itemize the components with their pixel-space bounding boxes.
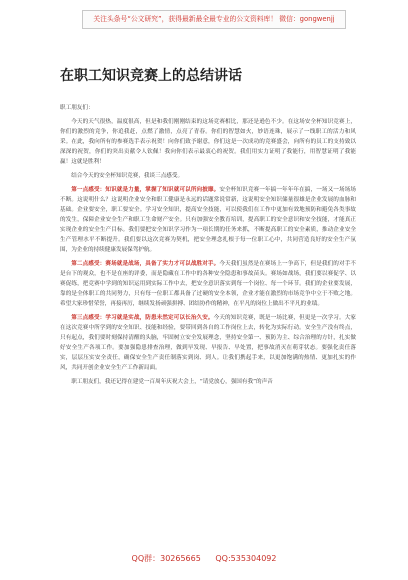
contact-footer — [0, 553, 408, 565]
paragraph-text: 今天的知识竞赛，既是一场比赛，但更是一次学习。大家在这次竞赛中所学到的安全知识、技能和经验，要带回到各自的工作岗位上去，转化为实际行动。安全生产没有终点，只有起点，我们要时刻保持清醒的头脑，牢固树立安全发展理念，坚持安全第一、预防为主、综合治理的方针，扎实做好安全生产各项工作。要加强隐患排查治理，做到早发现、早报告、早处置，把事故消灭在萌芽状态。要强化责任落实，层层压实安全责任，确保安全生产责任制落实到岗、到人。让我们携起手来，以更加饱满的热情、更加扎实的作风，共同开创企业安全生产工作新局面。 — [60, 315, 356, 371]
paragraph-lead: 第二点感受：赛场就是战场，具备了实力才可以战胜对手。 — [71, 261, 220, 267]
paragraph-closing — [60, 377, 356, 387]
paragraph-text: 职工朋友们，我还记得在建党一百周年庆祝大会上，“请党放心，强国有我”的声音 — [71, 379, 273, 385]
page-title: 在职工知识竞赛上的总结讲话 — [60, 68, 242, 84]
promo-banner: 关注头条号“公文研究”，获得最新最全最专业的公文资料库！ 微信：gongwenjj — [82, 10, 346, 29]
paragraph-point-2 — [60, 259, 356, 309]
qq-group-text: QQ群：30265665 — [131, 554, 201, 563]
paragraph-text: 结合今天的安全杯知识竞赛，我谈三点感受。 — [71, 173, 184, 179]
paragraph-lead: 第一点感受：知识就是力量，掌握了知识就可以所向披靡。 — [71, 187, 220, 193]
paragraph-text: 安全杯知识竞赛一年搞一年年年在搞，一场又一场场场不断。这说明什么？这说明企业安全和职工健康是永远的话题常说常新，这说明安全知识储量很雄是企业发展的血脉和基础。企业要安全，职工要安全。学习安全知识，提高安全技能，可以使我们在工作中更加有效地预防和避免各类事故的发生，保障企业安全生产和职工生命财产安全。只有加强安全教育培训，提高职工的安全意识和安全技能，才能真正实现企业的安全生产目标。我们要把安全知识学习作为一项长期的任务来抓，不断提高职工的安全素质，推动企业安全生产管理水平不断提升。我们要以这次竞赛为契机，把安全理念扎根于每一位职工心中，共同营造良好的安全生产氛围，为企业的持续健康发展保驾护航。 — [60, 187, 356, 253]
paragraph-point-3 — [60, 313, 356, 373]
paragraph-text: 今天的天气很热，温度很高，但是和我们刚刚结束的这场竞赛相比，那还是逊色不少。在这场安全杯知识竞赛上，你们的激烈的竞争，你追我赶，点燃了激情，点亮了青春。你们的智慧如火，妙语连珠，展示了一线职工的活力和风采。在此，我向所有的参赛选手表示祝贺！向你们致予谢意，你们这是一次成功的竞赛盛会，向所有的员工的支持致以深深的祝贺，你们的突出贡献令人钦佩！我向你们表示最衷心的祝贺。我们用实力证明了我能行，用智慧证明了我能赢！这就是胜利！ — [60, 119, 356, 165]
paragraph-text: 今天我们虽然是在赛场上一争高下，但是我们的对手不是台下的观众，也不是在座的评委，而是隐藏在工作中的各种安全隐患和事故苗头。赛场如战场，我们要以赛促学、以赛促练，把竞赛中学到的知识运用到实际工作中去，把安全意识落实到每一个岗位、每一个环节。我们的企业要发展，靠的是全体职工的共同努力，只有每一位职工都具备了过硬的安全本领，企业才能在激烈的市场竞争中立于不败之地。希望大家珍惜荣誉，再接再厉，继续发扬顽强拼搏、团结协作的精神，在平凡的岗位上做出不平凡的业绩。 — [60, 261, 356, 307]
paragraph-overview — [60, 171, 356, 181]
document-body — [60, 103, 356, 391]
qq-number-text: QQ:535304092 — [215, 554, 277, 563]
paragraph-intro — [60, 117, 356, 167]
paragraph-lead: 第三点感受：学习就是实战，防患未然定可以长治久安。 — [71, 315, 214, 321]
paragraph-point-1 — [60, 185, 356, 255]
greeting: 职工朋友们： — [60, 105, 94, 111]
